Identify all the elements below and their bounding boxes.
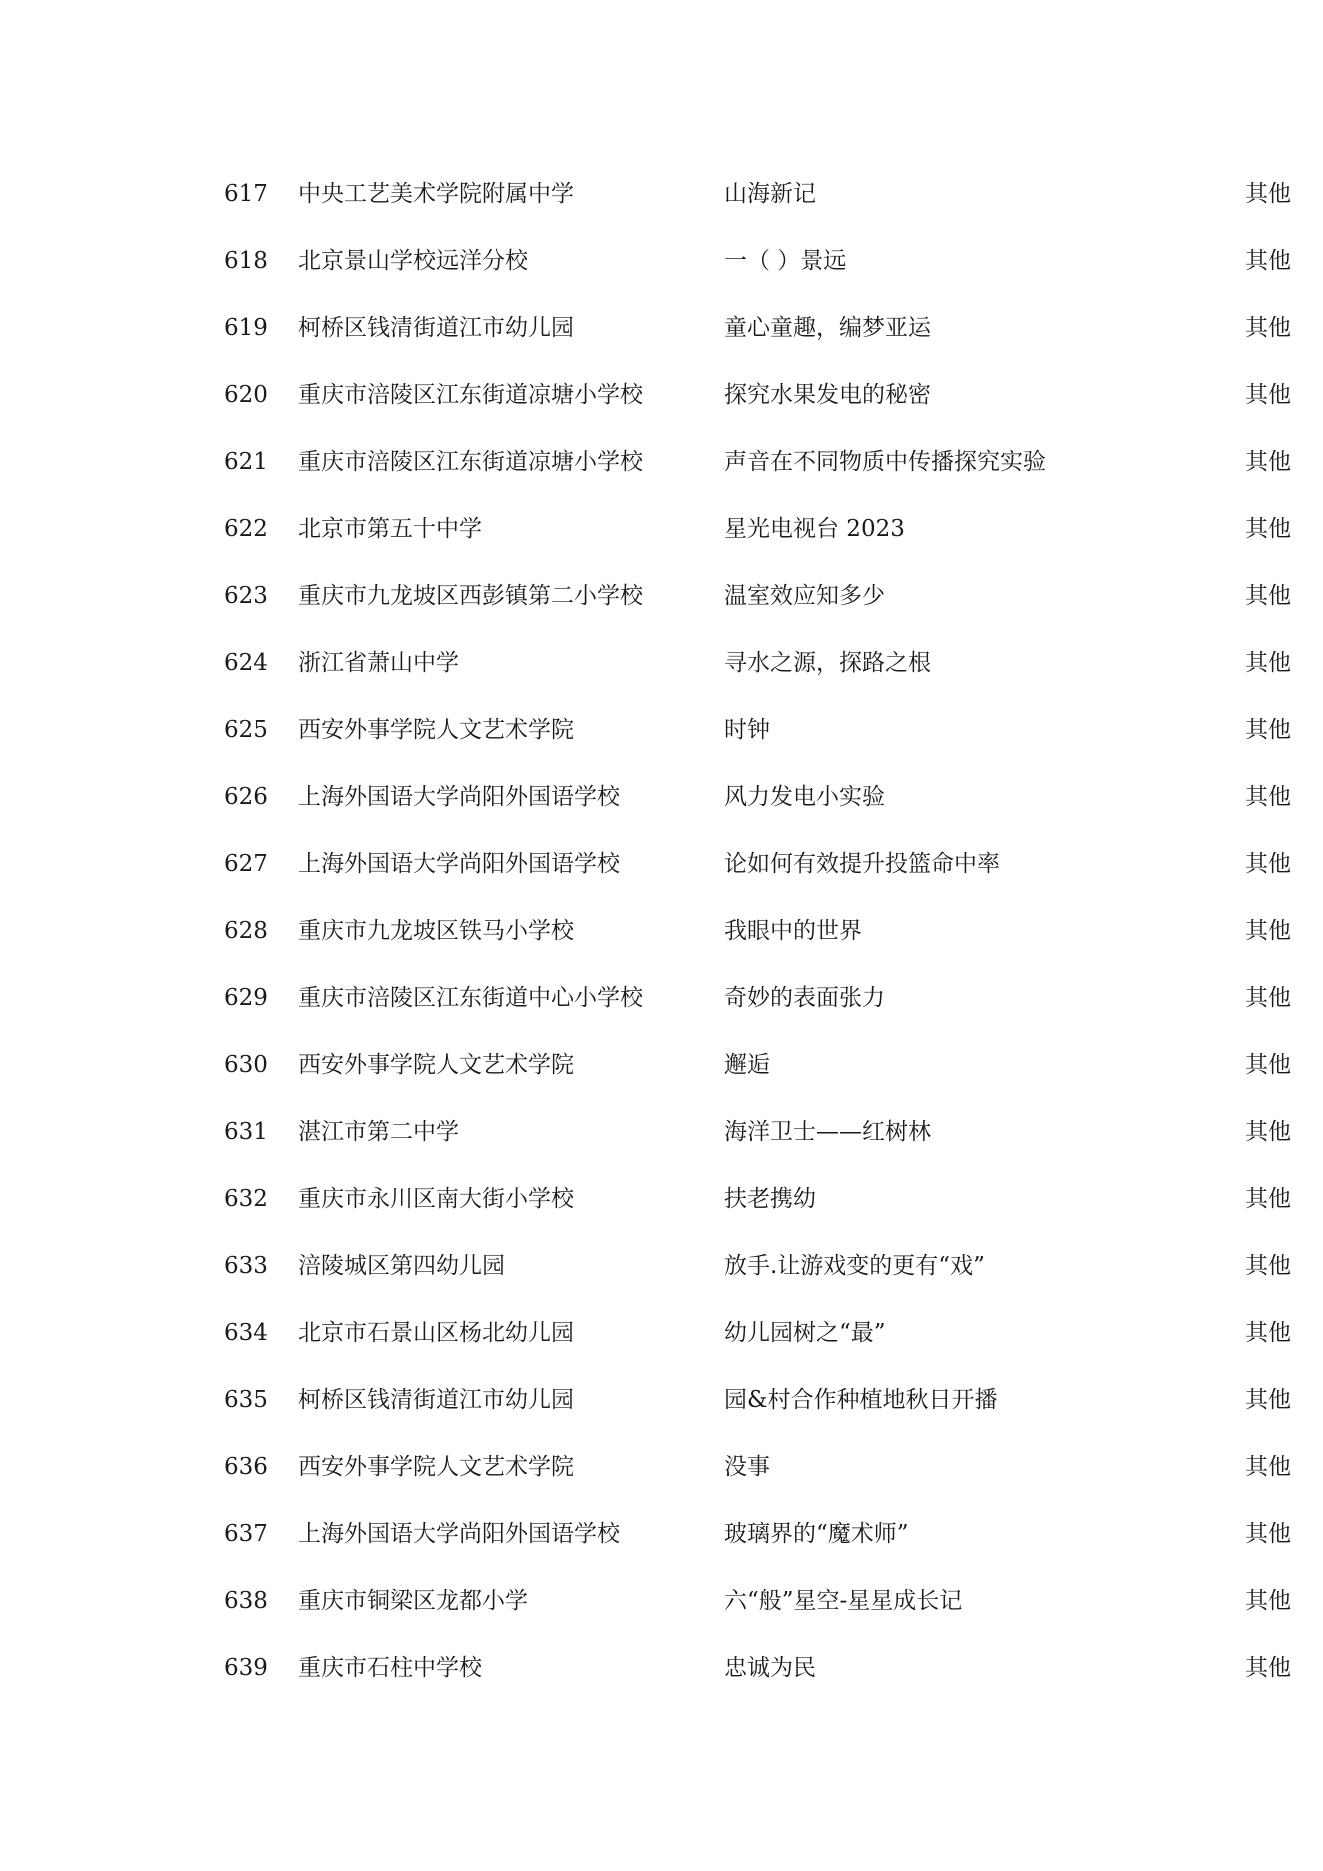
category-label: 其他 bbox=[1245, 650, 1291, 676]
school-name: 西安外事学院人文艺术学院 bbox=[298, 1454, 574, 1480]
table-row bbox=[0, 1179, 1323, 1219]
category-label: 其他 bbox=[1245, 1655, 1291, 1681]
school-name: 西安外事学院人文艺术学院 bbox=[298, 717, 574, 743]
school-name: 北京市第五十中学 bbox=[298, 516, 482, 542]
work-title: 扶老携幼 bbox=[724, 1186, 816, 1212]
entry-number: 628 bbox=[224, 918, 268, 944]
work-title: 寻水之源，探路之根 bbox=[724, 650, 931, 676]
school-name: 涪陵城区第四幼儿园 bbox=[298, 1253, 505, 1279]
table-row bbox=[0, 844, 1323, 884]
school-name: 重庆市九龙坡区铁马小学校 bbox=[298, 918, 574, 944]
entry-number: 620 bbox=[224, 382, 268, 408]
table-row bbox=[0, 1514, 1323, 1554]
table-row bbox=[0, 1112, 1323, 1152]
category-label: 其他 bbox=[1245, 1588, 1291, 1614]
entry-number: 634 bbox=[224, 1320, 268, 1346]
table-row bbox=[0, 1581, 1323, 1621]
category-label: 其他 bbox=[1245, 449, 1291, 475]
entry-number: 636 bbox=[224, 1454, 268, 1480]
category-label: 其他 bbox=[1245, 851, 1291, 877]
school-name: 重庆市永川区南大街小学校 bbox=[298, 1186, 574, 1212]
work-title: 忠诚为民 bbox=[724, 1655, 816, 1681]
entry-number: 626 bbox=[224, 784, 268, 810]
entry-number: 632 bbox=[224, 1186, 268, 1212]
work-title: 时钟 bbox=[724, 717, 770, 743]
work-title: 风力发电小实验 bbox=[724, 784, 885, 810]
work-title: 六“般”星空-星星成长记 bbox=[724, 1588, 963, 1614]
table-row bbox=[0, 576, 1323, 616]
entry-number: 638 bbox=[224, 1588, 268, 1614]
table-row bbox=[0, 777, 1323, 817]
entry-number: 627 bbox=[224, 851, 268, 877]
work-title: 没事 bbox=[724, 1454, 770, 1480]
school-name: 浙江省萧山中学 bbox=[298, 650, 459, 676]
table-row bbox=[0, 643, 1323, 683]
work-title: 星光电视台 2023 bbox=[724, 516, 905, 542]
work-title: 山海新记 bbox=[724, 181, 816, 207]
school-name: 重庆市涪陵区江东街道凉塘小学校 bbox=[298, 449, 643, 475]
category-label: 其他 bbox=[1245, 717, 1291, 743]
entry-number: 635 bbox=[224, 1387, 268, 1413]
school-name: 柯桥区钱清街道江市幼儿园 bbox=[298, 315, 574, 341]
category-label: 其他 bbox=[1245, 315, 1291, 341]
school-name: 西安外事学院人文艺术学院 bbox=[298, 1052, 574, 1078]
category-label: 其他 bbox=[1245, 1253, 1291, 1279]
entry-number: 631 bbox=[224, 1119, 268, 1145]
table-row bbox=[0, 442, 1323, 482]
table-row bbox=[0, 308, 1323, 348]
category-label: 其他 bbox=[1245, 181, 1291, 207]
category-label: 其他 bbox=[1245, 248, 1291, 274]
table-row bbox=[0, 978, 1323, 1018]
work-title: 玻璃界的“魔术师” bbox=[724, 1521, 909, 1547]
category-label: 其他 bbox=[1245, 1521, 1291, 1547]
category-label: 其他 bbox=[1245, 985, 1291, 1011]
entry-number: 617 bbox=[224, 181, 268, 207]
table-row bbox=[0, 1447, 1323, 1487]
entry-number: 623 bbox=[224, 583, 268, 609]
work-title: 邂逅 bbox=[724, 1052, 770, 1078]
work-title: 放手.让游戏变的更有“戏” bbox=[724, 1253, 985, 1279]
work-title: 探究水果发电的秘密 bbox=[724, 382, 931, 408]
entry-number: 625 bbox=[224, 717, 268, 743]
entry-number: 624 bbox=[224, 650, 268, 676]
category-label: 其他 bbox=[1245, 1119, 1291, 1145]
table-row bbox=[0, 1313, 1323, 1353]
school-name: 中央工艺美术学院附属中学 bbox=[298, 181, 574, 207]
table-row bbox=[0, 1648, 1323, 1688]
category-label: 其他 bbox=[1245, 1454, 1291, 1480]
work-title: 奇妙的表面张力 bbox=[724, 985, 885, 1011]
school-name: 重庆市石柱中学校 bbox=[298, 1655, 482, 1681]
school-name: 湛江市第二中学 bbox=[298, 1119, 459, 1145]
entry-number: 639 bbox=[224, 1655, 268, 1681]
school-name: 重庆市铜梁区龙都小学 bbox=[298, 1588, 528, 1614]
entry-number: 621 bbox=[224, 449, 268, 475]
entry-number: 637 bbox=[224, 1521, 268, 1547]
category-label: 其他 bbox=[1245, 1320, 1291, 1346]
work-title: 童心童趣，编梦亚运 bbox=[724, 315, 931, 341]
entry-number: 629 bbox=[224, 985, 268, 1011]
table-row bbox=[0, 1045, 1323, 1085]
school-name: 上海外国语大学尚阳外国语学校 bbox=[298, 1521, 620, 1547]
work-title: 论如何有效提升投篮命中率 bbox=[724, 851, 1000, 877]
table-row bbox=[0, 1380, 1323, 1420]
table-row bbox=[0, 509, 1323, 549]
category-label: 其他 bbox=[1245, 1387, 1291, 1413]
entry-number: 630 bbox=[224, 1052, 268, 1078]
school-name: 北京市石景山区杨北幼儿园 bbox=[298, 1320, 574, 1346]
category-label: 其他 bbox=[1245, 1052, 1291, 1078]
work-title: 声音在不同物质中传播探究实验 bbox=[724, 449, 1046, 475]
school-name: 重庆市九龙坡区西彭镇第二小学校 bbox=[298, 583, 643, 609]
entry-number: 622 bbox=[224, 516, 268, 542]
school-name: 北京景山学校远洋分校 bbox=[298, 248, 528, 274]
entry-number: 633 bbox=[224, 1253, 268, 1279]
school-name: 上海外国语大学尚阳外国语学校 bbox=[298, 851, 620, 877]
table-row bbox=[0, 174, 1323, 214]
category-label: 其他 bbox=[1245, 784, 1291, 810]
category-label: 其他 bbox=[1245, 583, 1291, 609]
table-row bbox=[0, 1246, 1323, 1286]
table-row bbox=[0, 710, 1323, 750]
category-label: 其他 bbox=[1245, 918, 1291, 944]
category-label: 其他 bbox=[1245, 1186, 1291, 1212]
school-name: 重庆市涪陵区江东街道凉塘小学校 bbox=[298, 382, 643, 408]
work-title: 一（ ）景远 bbox=[724, 248, 847, 274]
entry-number: 618 bbox=[224, 248, 268, 274]
entry-number: 619 bbox=[224, 315, 268, 341]
school-name: 上海外国语大学尚阳外国语学校 bbox=[298, 784, 620, 810]
table-row bbox=[0, 911, 1323, 951]
category-label: 其他 bbox=[1245, 382, 1291, 408]
work-title: 园&村合作种植地秋日开播 bbox=[724, 1387, 998, 1413]
school-name: 柯桥区钱清街道江市幼儿园 bbox=[298, 1387, 574, 1413]
work-title: 海洋卫士——红树林 bbox=[724, 1119, 931, 1145]
work-title: 幼儿园树之“最” bbox=[724, 1320, 886, 1346]
table-row bbox=[0, 241, 1323, 281]
category-label: 其他 bbox=[1245, 516, 1291, 542]
table-row bbox=[0, 375, 1323, 415]
work-title: 温室效应知多少 bbox=[724, 583, 885, 609]
work-title: 我眼中的世界 bbox=[724, 918, 862, 944]
school-name: 重庆市涪陵区江东街道中心小学校 bbox=[298, 985, 643, 1011]
